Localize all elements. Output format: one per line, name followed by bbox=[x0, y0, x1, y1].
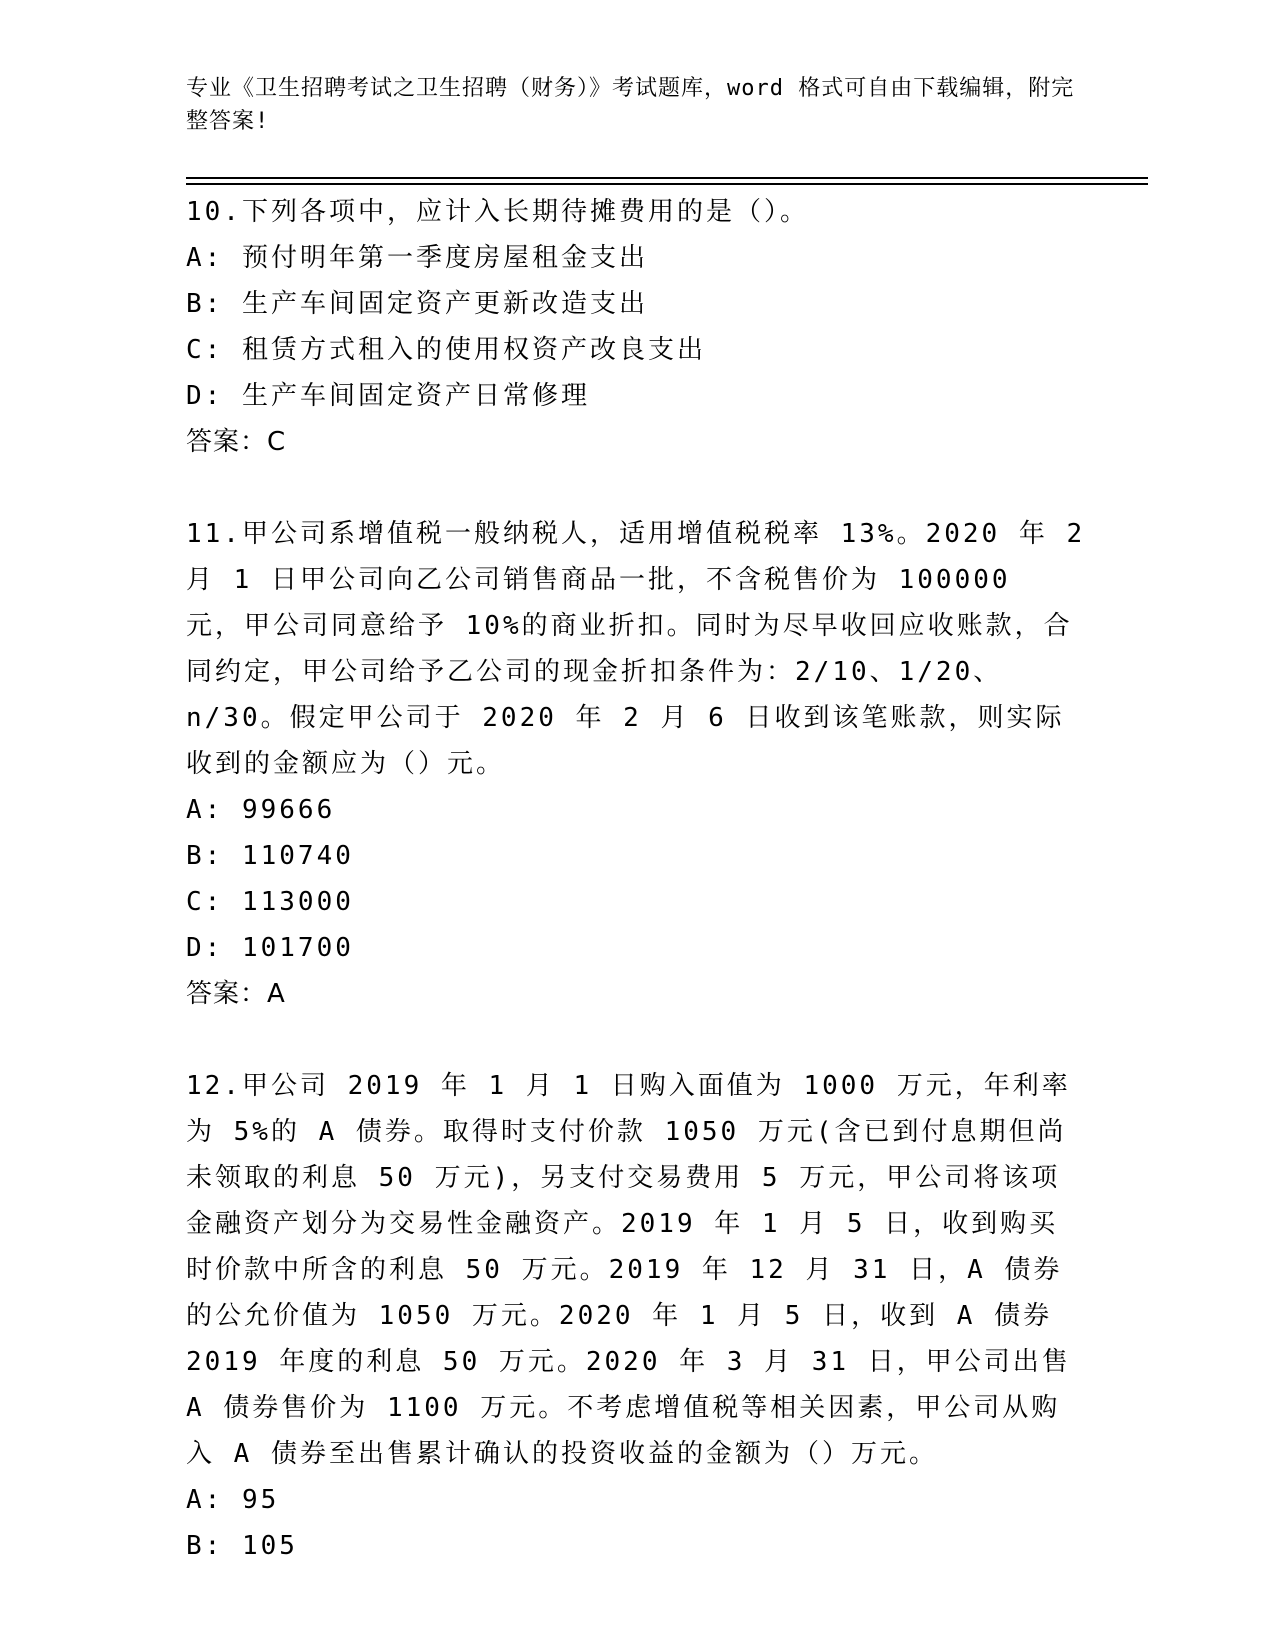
option-a: A: 99666 bbox=[186, 795, 336, 825]
header-divider-bottom bbox=[186, 183, 1148, 185]
answer-label: 答案：C bbox=[186, 427, 287, 457]
option-c: C: 113000 bbox=[186, 887, 354, 917]
document-header bbox=[186, 72, 1076, 138]
option-a: A: 预付明年第一季度房屋租金支出 bbox=[186, 243, 648, 273]
question-text: 12.甲公司 2019 年 1 月 1 日购入面值为 1000 万元，年利率为 5%的 A 债券。取得时支付价款 1050 万元(含已到付息期但尚未领取的利息 50 万元)，另支付交易费用 5 万元，甲公司将该项金融资产划分为交易性金融资产。2019 年 1 月 5 日，收到购买时价款中所含的利息 50 万元。2019 年 12 月 31 日，A 债券的公允价值为 1050 万元。2020 年 1 月 5 日，收到 A 债券 2019 年度的利息 50 万元。2020 年 3 月 31 日，甲公司出售 A 债券售价为 1100 万元。不考虑增值税等相关因素，甲公司从购入 A 债券至出售累计确认的投资收益的金额为（）万元。 bbox=[186, 1071, 1071, 1469]
header-divider-top bbox=[186, 177, 1148, 179]
question-text: 11.甲公司系增值税一般纳税人，适用增值税税率 13%。2020 年 2 月 1 日甲公司向乙公司销售商品一批，不含税售价为 100000 元，甲公司同意给予 10%的商业折扣。同时为尽早收回应收账款，合同约定，甲公司给予乙公司的现金折扣条件为：2/10、1/20、n/30。假定甲公司于 2020 年 2 月 6 日收到该笔账款，则实际收到的金额应为（）元。 bbox=[186, 519, 1086, 779]
option-b: B: 生产车间固定资产更新改造支出 bbox=[186, 289, 648, 319]
answer-label: 答案：A bbox=[186, 979, 286, 1009]
option-d: D: 生产车间固定资产日常修理 bbox=[186, 381, 590, 411]
question-12 bbox=[186, 1063, 1086, 1569]
question-list bbox=[186, 189, 1086, 1569]
option-b: B: 105 bbox=[186, 1531, 298, 1561]
question-10 bbox=[186, 189, 1086, 465]
header-title: 专业《卫生招聘考试之卫生招聘（财务）》考试题库，word 格式可自由下载编辑，附完整答案! bbox=[186, 76, 1075, 134]
question-11 bbox=[186, 511, 1086, 1017]
option-a: A: 95 bbox=[186, 1485, 280, 1515]
option-b: B: 110740 bbox=[186, 841, 354, 871]
option-d: D: 101700 bbox=[186, 933, 354, 963]
question-text: 10.下列各项中，应计入长期待摊费用的是（）。 bbox=[186, 197, 809, 227]
option-c: C: 租赁方式租入的使用权资产改良支出 bbox=[186, 335, 706, 365]
